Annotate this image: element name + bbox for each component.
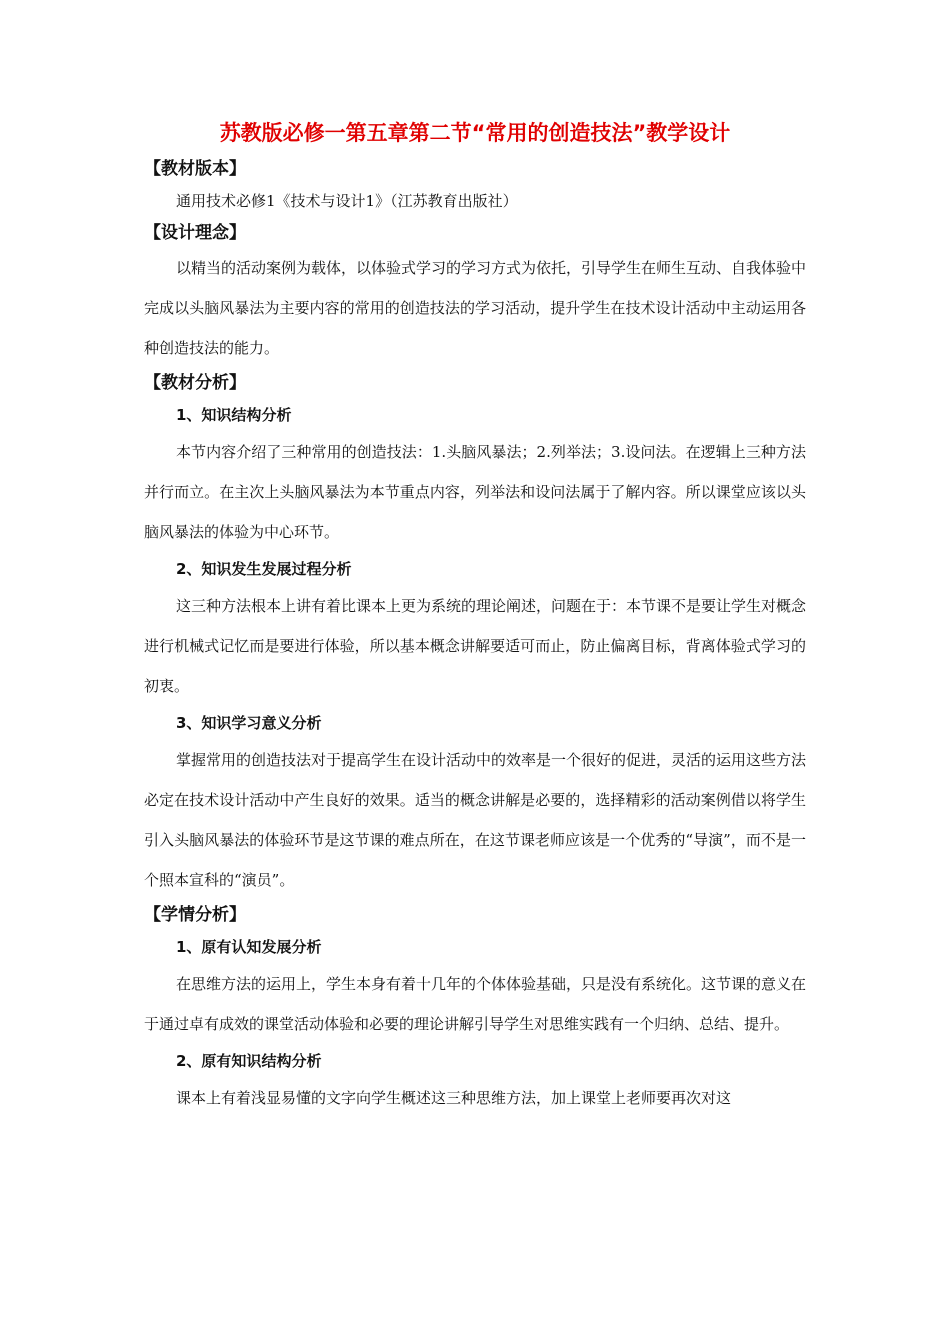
subheading-learning-significance: 3、知识学习意义分析 <box>176 714 322 732</box>
paragraph-textbook-version: 通用技术必修1《技术与设计1》（江苏教育出版社） <box>176 192 518 210</box>
section-heading-design-concept: 【设计理念】 <box>144 223 246 243</box>
document-page <box>144 118 806 1118</box>
section-heading-student-analysis: 【学情分析】 <box>144 905 246 925</box>
paragraph-cognitive-development: 在思维方法的运用上，学生本身有着十几年的个体体验基础，只是没有系统化。这节课的意义在于通过卓有成效的课堂活动体验和必要的理论讲解引导学生对思维实践有一个归纳、总结、提升。 <box>144 975 807 1033</box>
paragraph-design-concept: 以精当的活动案例为载体，以体验式学习的学习方式为依托，引导学生在师生互动、自我体验中完成以头脑风暴法为主要内容的常用的创造技法的学习活动，提升学生在技术设计活动中主动运用各种创造技法的能力。 <box>144 259 807 357</box>
paragraph-knowledge-development: 这三种方法根本上讲有着比课本上更为系统的理论阐述，问题在于：本节课不是要让学生对概念进行机械式记忆而是要进行体验，所以基本概念讲解要适可而止，防止偏离目标，背离体验式学习的初衷。 <box>144 597 807 695</box>
section-heading-textbook-analysis: 【教材分析】 <box>144 373 246 393</box>
paragraph-knowledge-structure: 本节内容介绍了三种常用的创造技法：1.头脑风暴法；2.列举法；3.设问法。在逻辑上三种方法并行而立。在主次上头脑风暴法为本节重点内容，列举法和设问法属于了解内容。所以课堂应该以头脑风暴法的体验为中心环节。 <box>144 443 806 541</box>
subheading-prior-knowledge: 2、原有知识结构分析 <box>176 1052 322 1070</box>
paragraph-prior-knowledge: 课本上有着浅显易懂的文字向学生概述这三种思维方法，加上课堂上老师要再次对这 <box>176 1089 732 1107</box>
document-title: 苏教版必修一第五章第二节“常用的创造技法”教学设计 <box>219 121 731 145</box>
paragraph-learning-significance: 掌握常用的创造技法对于提高学生在设计活动中的效率是一个很好的促进，灵活的运用这些方法必定在技术设计活动中产生良好的效果。适当的概念讲解是必要的，选择精彩的活动案例借以将学生引入头脑风暴法的体验环节是这节课的难点所在，在这节课老师应该是一个优秀的“导演”，而不是一个照本宣科的“演员”。 <box>144 751 807 889</box>
subheading-knowledge-development: 2、知识发生发展过程分析 <box>176 560 352 578</box>
subheading-cognitive-development: 1、原有认知发展分析 <box>176 938 322 956</box>
subheading-knowledge-structure: 1、知识结构分析 <box>176 406 292 424</box>
section-heading-textbook-version: 【教材版本】 <box>144 159 246 179</box>
